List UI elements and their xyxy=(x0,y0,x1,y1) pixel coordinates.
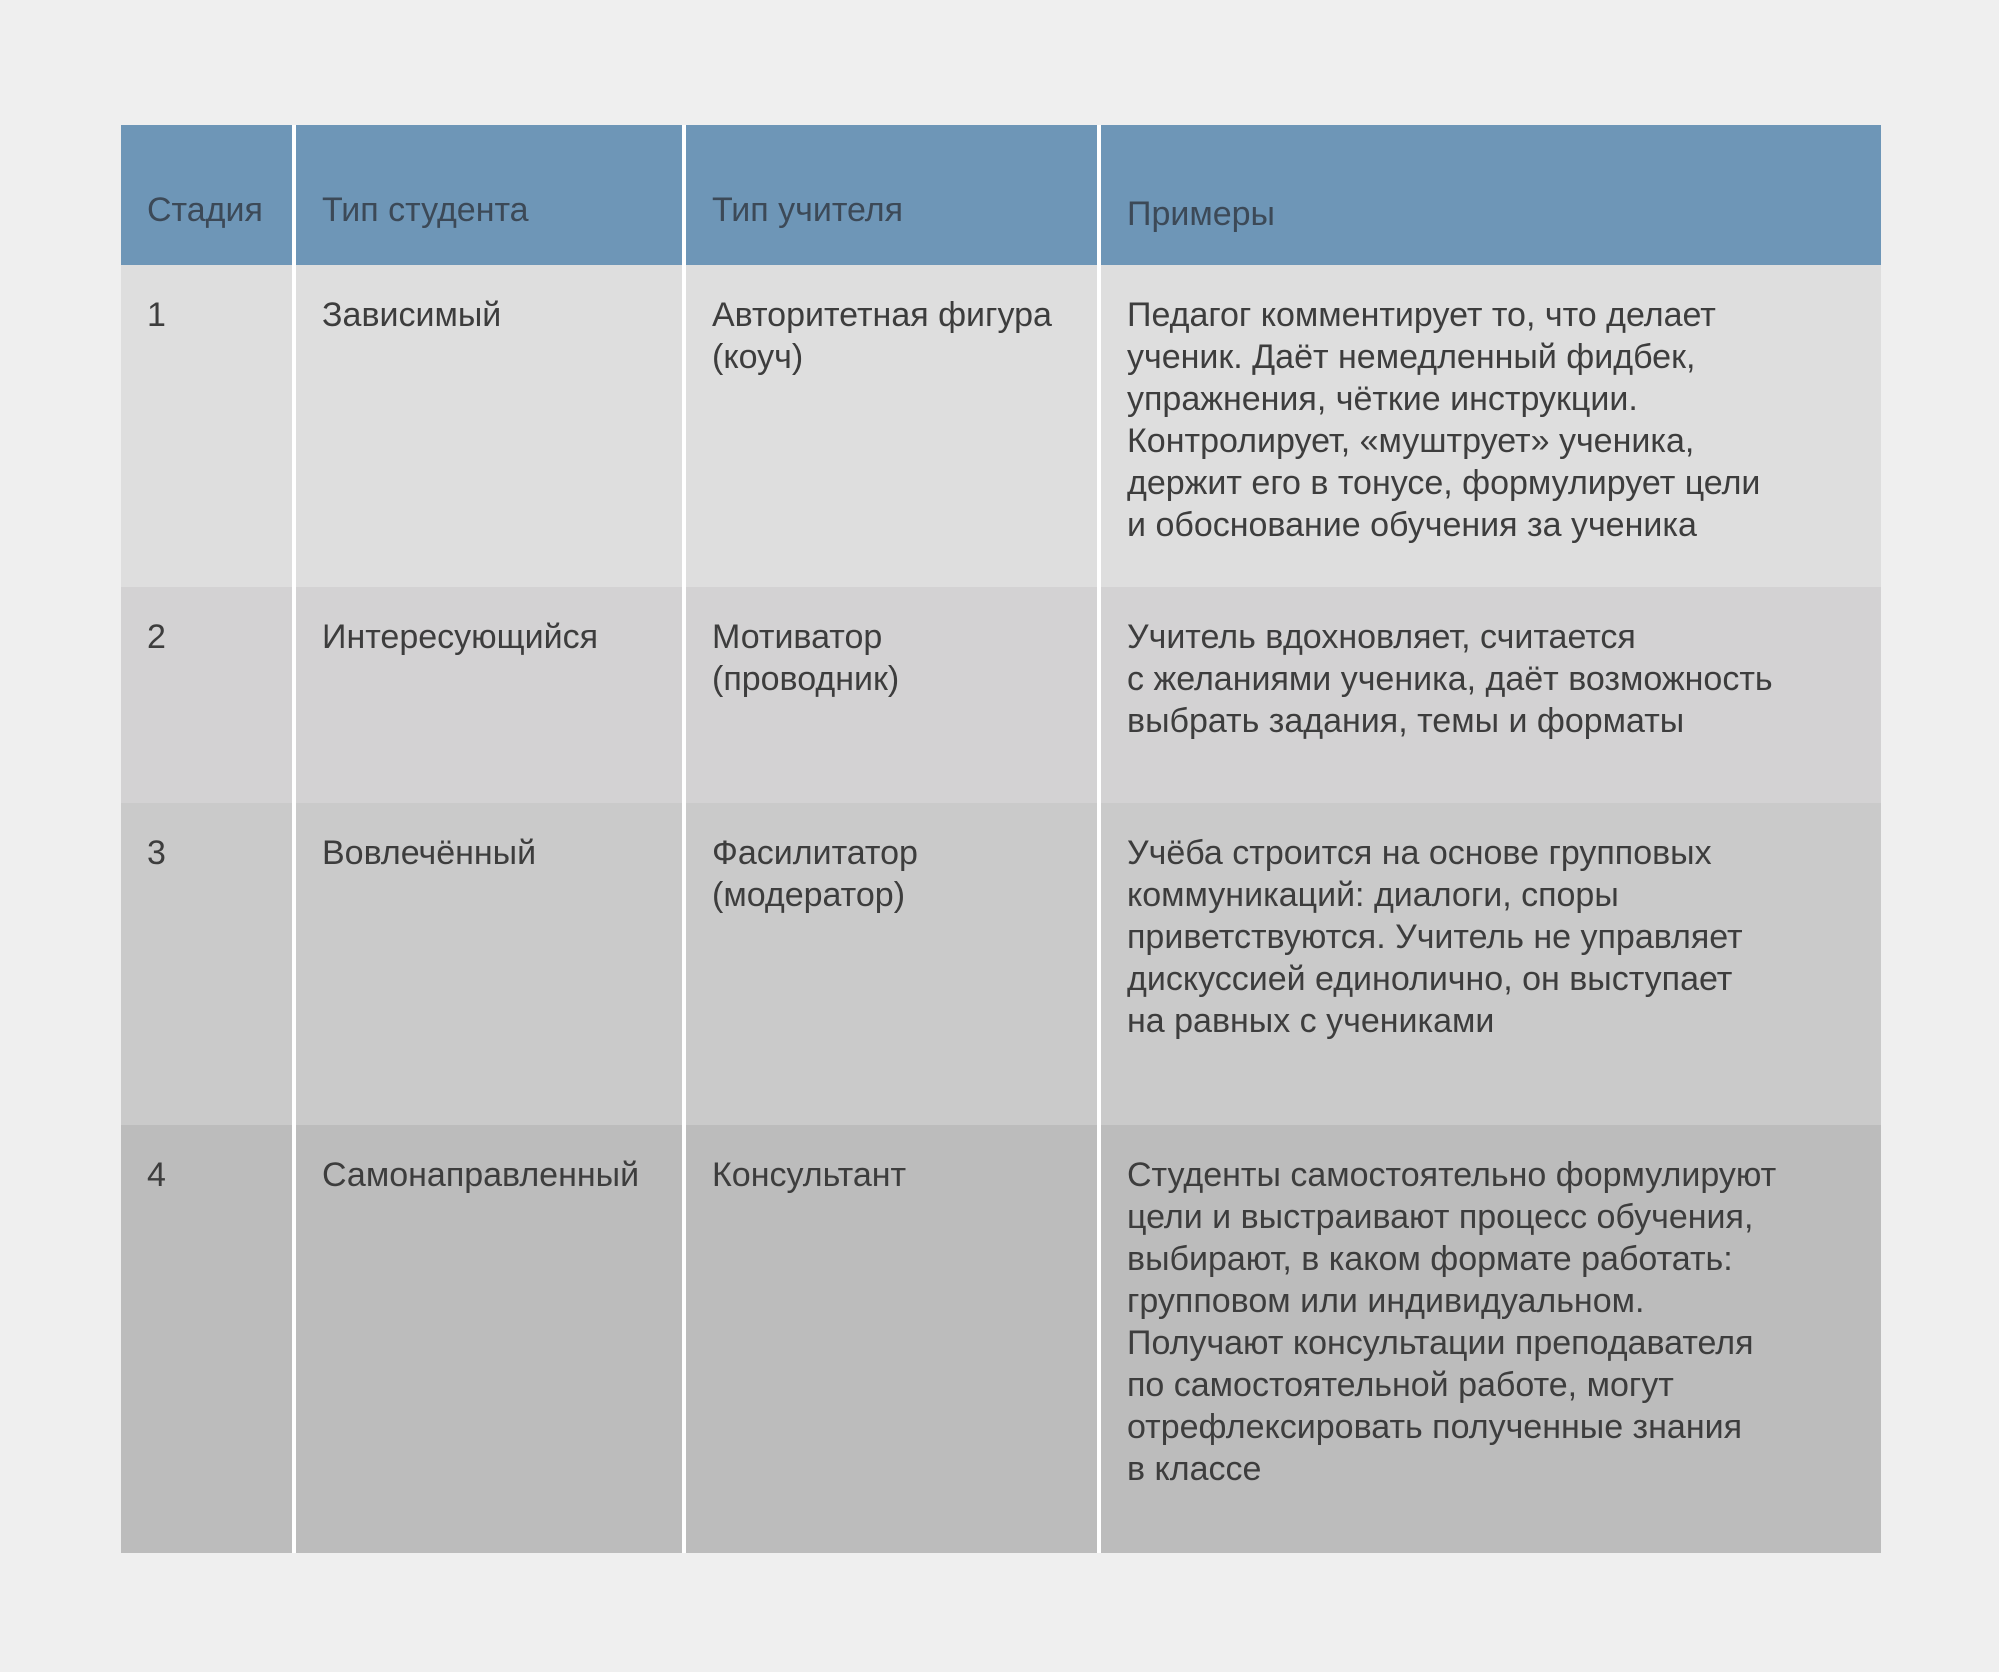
example-line: по самостоятельной работе, могут xyxy=(1127,1366,1674,1404)
student-type-cell: Самонаправленный xyxy=(296,1125,682,1553)
example-line: держит его в тонусе, формулирует цели xyxy=(1127,464,1761,502)
stage-cell: 2 xyxy=(121,587,292,803)
student-type-cell: Вовлечённый xyxy=(296,803,682,1125)
example-line: в классе xyxy=(1127,1450,1262,1488)
example-line: Учёба строится на основе групповых xyxy=(1127,834,1712,872)
header-stage: Стадия xyxy=(121,125,292,265)
example-line: отрефлексировать полученные знания xyxy=(1127,1408,1743,1446)
example-line: выбрать задания, темы и форматы xyxy=(1127,702,1685,740)
teacher-type-line: Консультант xyxy=(712,1156,907,1194)
teacher-type-cell xyxy=(686,265,1097,587)
example-line: ученик. Даёт немедленный фидбек, xyxy=(1127,338,1696,376)
examples-cell xyxy=(1101,803,1881,1125)
example-line: выбирают, в каком формате работать: xyxy=(1127,1240,1733,1278)
teacher-type-cell xyxy=(686,803,1097,1125)
example-line: цели и выстраивают процесс обучения, xyxy=(1127,1198,1754,1236)
teacher-type-line: (модератор) xyxy=(712,876,906,914)
student-type-cell: Интересующийся xyxy=(296,587,682,803)
example-line: Педагог комментирует то, что делает xyxy=(1127,296,1716,334)
teacher-type-line: Мотиватор xyxy=(712,618,883,656)
example-line: на равных с учениками xyxy=(1127,1002,1495,1040)
example-line: дискуссией единолично, он выступает xyxy=(1127,960,1733,998)
examples-cell xyxy=(1101,587,1881,803)
teacher-type-cell xyxy=(686,587,1097,803)
example-line: Учитель вдохновляет, считается xyxy=(1127,618,1636,656)
examples-cell xyxy=(1101,1125,1881,1553)
teacher-type-line: (коуч) xyxy=(712,338,804,376)
example-line: Получают консультации преподавателя xyxy=(1127,1324,1754,1362)
example-line: групповом или индивидуальном. xyxy=(1127,1282,1645,1320)
stage-cell: 4 xyxy=(121,1125,292,1553)
teacher-type-line: (проводник) xyxy=(712,660,900,698)
header-student-type: Тип студента xyxy=(296,125,682,265)
teacher-type-line: Авторитетная фигура xyxy=(712,296,1052,334)
example-line: с желаниями ученика, даёт возможность xyxy=(1127,660,1773,698)
header-examples: Примеры xyxy=(1101,125,1881,265)
teacher-type-line: Фасилитатор xyxy=(712,834,918,872)
example-line: коммуникаций: диалоги, споры xyxy=(1127,876,1619,914)
examples-cell xyxy=(1101,265,1881,587)
header-teacher-type: Тип учителя xyxy=(686,125,1097,265)
example-line: и обоснование обучения за ученика xyxy=(1127,506,1697,544)
example-line: Студенты самостоятельно формулируют xyxy=(1127,1156,1777,1194)
example-line: Контролирует, «муштрует» ученика, xyxy=(1127,422,1695,460)
stage-cell: 3 xyxy=(121,803,292,1125)
student-type-cell: Зависимый xyxy=(296,265,682,587)
teacher-type-cell xyxy=(686,1125,1097,1553)
stage-cell: 1 xyxy=(121,265,292,587)
example-line: упражнения, чёткие инструкции. xyxy=(1127,380,1638,418)
example-line: приветствуются. Учитель не управляет xyxy=(1127,918,1743,956)
teacher-student-stages-table xyxy=(121,125,1873,1553)
